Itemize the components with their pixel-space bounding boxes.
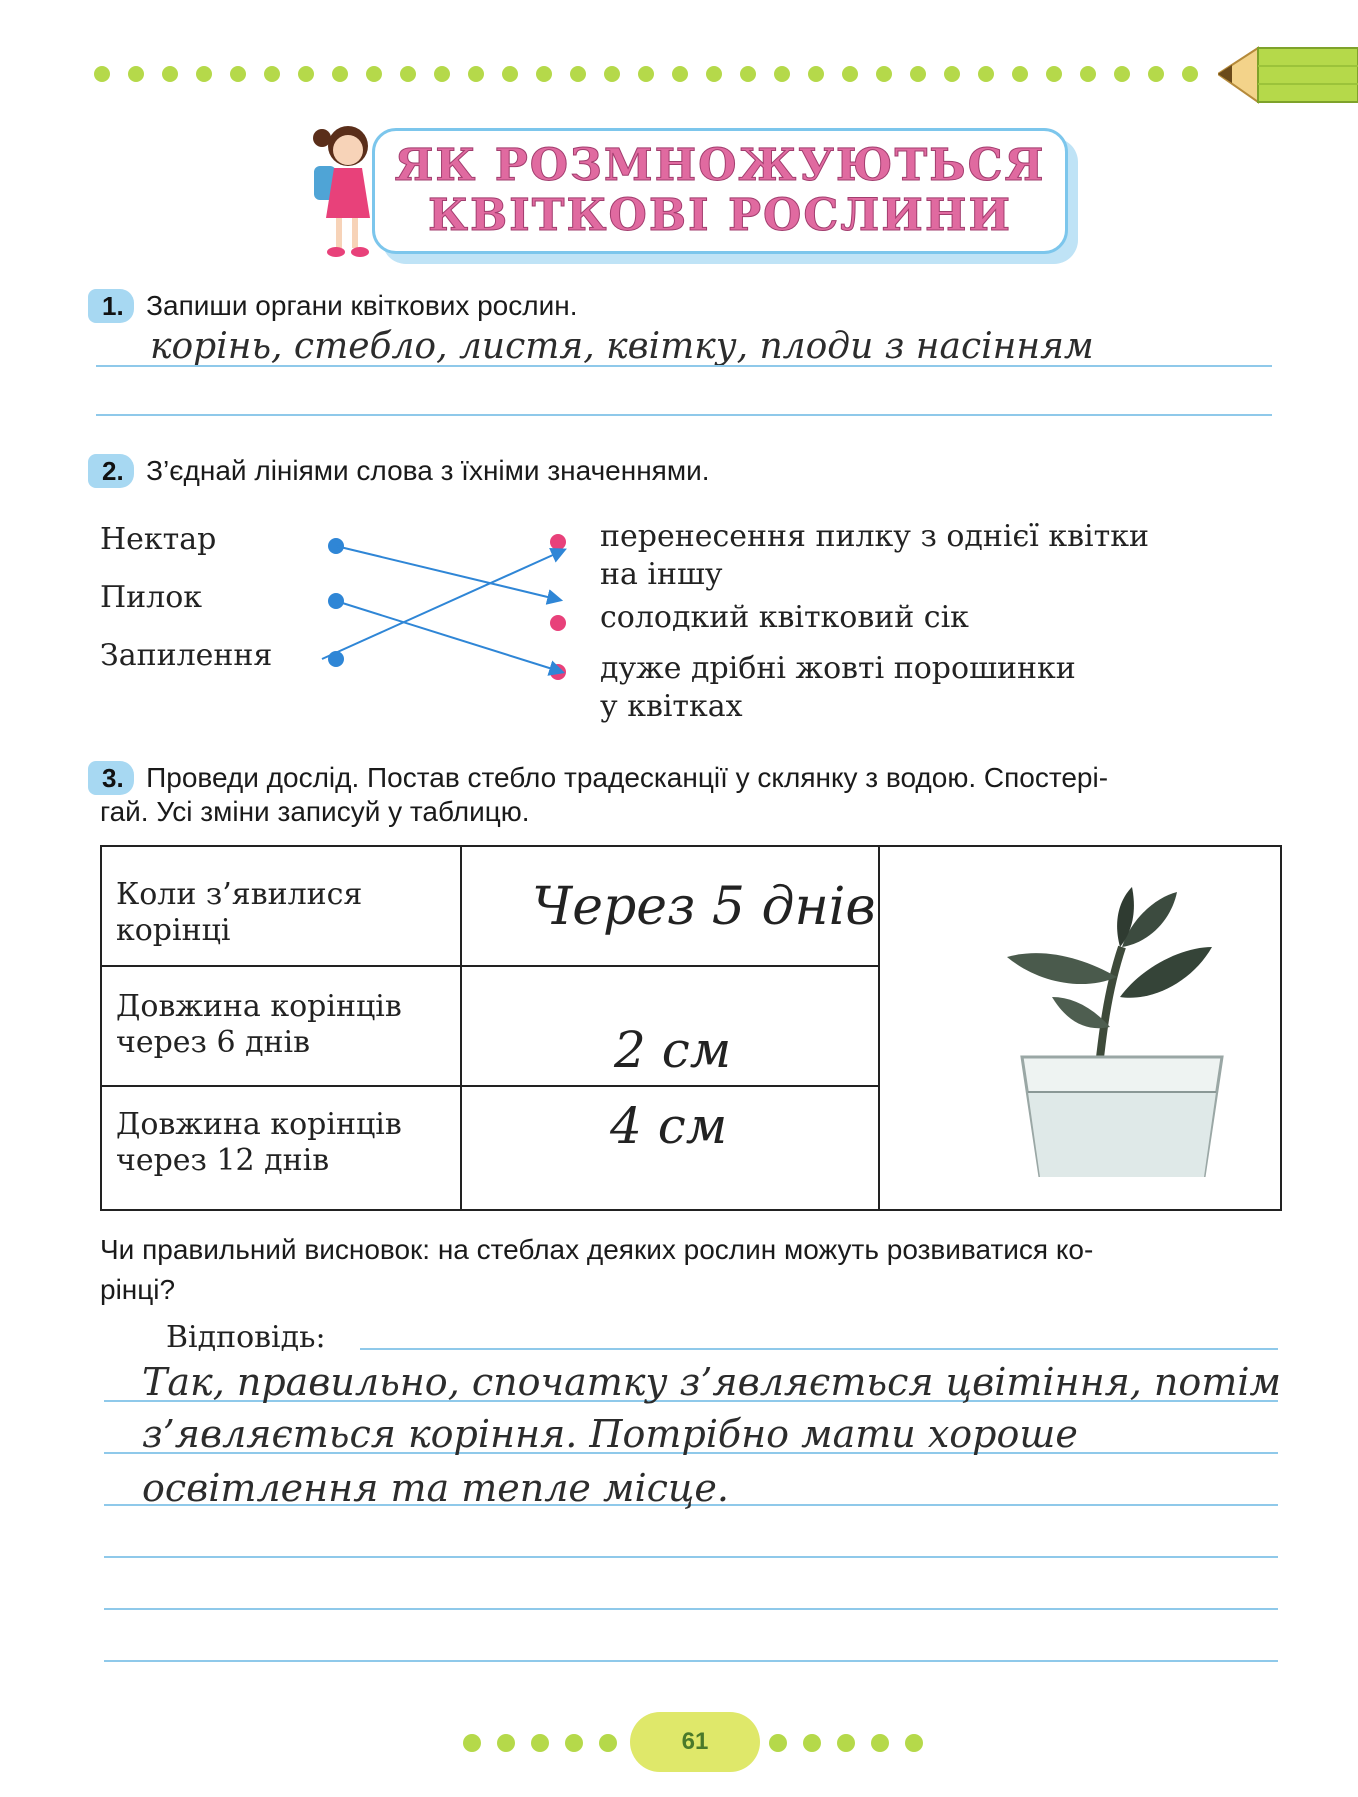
task-prompt-line-2: гай. Усі зміни записуй у таблицю.: [100, 796, 530, 827]
matching-lines: [300, 520, 580, 680]
table-divider: [102, 965, 878, 967]
task-prompt-line-1: Проведи дослід. Постав стебло традесканції у склянку з водою. Спостері-: [146, 762, 1109, 793]
question: [100, 1230, 1093, 1310]
meaning-1-line-2: на іншу: [600, 557, 723, 592]
writing-line: [104, 1608, 1278, 1610]
writing-line: [360, 1348, 1278, 1350]
answer-line-2: з’являється коріння. Потрібно мати хороше: [142, 1412, 1078, 1456]
page-number: 61: [630, 1712, 760, 1772]
task-number: 2.: [88, 454, 134, 488]
task-1-answer: корінь, стебло, листя, квітку, плоди з насінням: [150, 326, 1094, 367]
title-line-1: ЯК РОЗМНОЖУЮТЬСЯ: [394, 140, 1046, 191]
table-divider: [878, 847, 880, 1209]
writing-line: [96, 365, 1272, 367]
writing-line: [104, 1556, 1278, 1558]
task-prompt: З’єднай лініями слова з їхніми значеннями.: [146, 455, 710, 486]
writing-line: [104, 1660, 1278, 1662]
pencil-icon: [1218, 40, 1358, 110]
observation-table: [100, 845, 1282, 1211]
meaning-3-line-1: дуже дрібні жовті порошинки: [600, 651, 1076, 686]
task-prompt: Запиши органи квіткових рослин.: [146, 290, 578, 321]
table-divider: [102, 1085, 878, 1087]
label-line: через 12 днів: [116, 1143, 330, 1178]
meaning-3-line-2: у квітках: [600, 689, 743, 724]
task-number: 1.: [88, 289, 134, 323]
meaning-2: солодкий квітковий сік: [600, 600, 969, 635]
meaning-1: [600, 518, 1149, 594]
table-row-label: [116, 1107, 402, 1179]
task-1-header: [88, 290, 577, 322]
label-line: Довжина корінців: [116, 989, 402, 1024]
table-row-value: 4 см: [610, 1097, 728, 1155]
meaning-3: [600, 650, 1076, 726]
word-pollen: Пилок: [100, 580, 203, 615]
task-number: 3.: [88, 761, 134, 795]
task-2-header: [88, 455, 710, 487]
word-pollination: Запилення: [100, 638, 273, 673]
answer-line-3: освітлення та тепле місце.: [142, 1466, 729, 1510]
table-row-value: Через 5 днів: [532, 877, 876, 937]
top-dotted-border: [90, 58, 1230, 98]
bottom-dots-right: [766, 1728, 936, 1758]
word-nectar: Нектар: [100, 522, 217, 557]
answer-line-1: Так, правильно, спочатку з’являється цвітіння, потім: [142, 1360, 1281, 1404]
label-line: через 6 днів: [116, 1025, 311, 1060]
table-row-label: [116, 877, 362, 949]
label-line: Довжина корінців: [116, 1107, 402, 1142]
table-row-value: 2 см: [614, 1021, 732, 1079]
answer-label: Відповідь:: [166, 1320, 326, 1355]
question-line-1: Чи правильний висновок: на стеблах деяких рослин можуть розвиватися ко-: [100, 1234, 1094, 1265]
bottom-dots-left: [460, 1728, 630, 1758]
writing-line: [96, 414, 1272, 416]
label-line: Коли з’явилися: [116, 877, 363, 912]
meaning-1-line-1: перенесення пилку з однієї квітки: [600, 519, 1149, 554]
title-line-2: КВІТКОВІ РОСЛИНИ: [427, 190, 1013, 241]
table-divider: [460, 847, 462, 1209]
plant-in-glass-illustration: [982, 887, 1242, 1177]
question-line-2: рінці?: [100, 1274, 176, 1305]
label-line: корінці: [116, 913, 231, 948]
table-row-label: [116, 989, 402, 1061]
title-banner: [372, 128, 1068, 254]
